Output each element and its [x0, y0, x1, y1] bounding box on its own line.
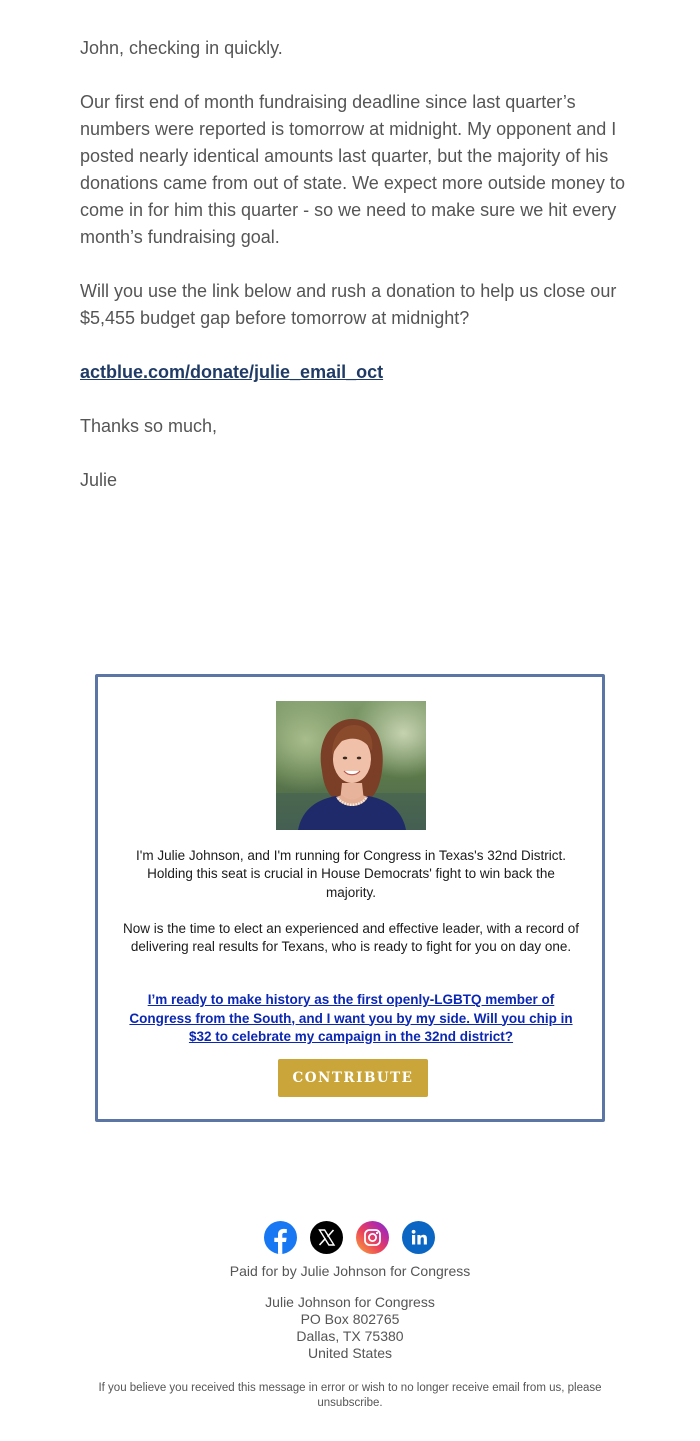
paid-for-disclaimer: Paid for by Julie Johnson for Congress [229, 1263, 471, 1279]
contribute-button[interactable]: CONTRIBUTE [278, 1059, 428, 1097]
candidate-card [95, 674, 605, 1122]
chip-in-link-wrapper [118, 991, 584, 1047]
donate-link-paragraph [80, 359, 625, 386]
facebook-icon[interactable] [264, 1221, 297, 1254]
unsubscribe-notice [80, 1381, 620, 1411]
x-icon[interactable] [310, 1221, 343, 1254]
candidate-pitch: Now is the time to elect an experienced and effective leader, with a record of delivering real results for Texans, who is ready to fight for you on day one. [123, 921, 580, 955]
chip-in-link[interactable]: I’m ready to make history as the first openly-LGBTQ member of Congress from the South, and I want you by my side. Will you chip in $32 to celebrate my campaign in the 32nd district? [129, 992, 573, 1044]
unsubscribe-notice-text: If you believe you received this message in error or wish to no longer receive email from us, please [98, 1382, 602, 1394]
address-org: Julie Johnson for Congress [265, 1294, 435, 1310]
candidate-photo [276, 701, 426, 830]
email-body [80, 35, 625, 521]
address-line-1: PO Box 802765 [300, 1311, 400, 1327]
closing: Thanks so much, [80, 416, 218, 436]
candidate-intro: I'm Julie Johnson, and I'm running for Congress in Texas's 32nd District. Holding this seat is crucial in House Democrats' fight to win back the majority. [136, 848, 566, 900]
signature: Julie [80, 470, 118, 490]
body-paragraph-1: Our first end of month fundraising deadline since last quarter’s numbers were reported is tomorrow at midnight. My opponent and I posted nearly identical amounts last quarter, but the majority of his donations came from out of state. We expect more outside money to come in for him this quarter - so we need to make sure we hit every month’s fundraising goal. [80, 92, 625, 247]
donate-link[interactable]: actblue.com/donate/julie_email_oct [80, 362, 384, 382]
body-paragraph-2: Will you use the link below and rush a donation to help us close our $5,455 budget gap before tomorrow at midnight? [80, 281, 617, 328]
greeting: John, checking in quickly. [80, 38, 283, 58]
linkedin-icon[interactable] [402, 1221, 435, 1254]
instagram-icon[interactable] [356, 1221, 389, 1254]
address-line-2: Dallas, TX 75380 [296, 1328, 404, 1344]
mailing-address [0, 1294, 700, 1362]
unsubscribe-link[interactable]: unsubscribe. [317, 1397, 383, 1409]
social-links [264, 1221, 436, 1254]
address-country: United States [307, 1345, 393, 1361]
